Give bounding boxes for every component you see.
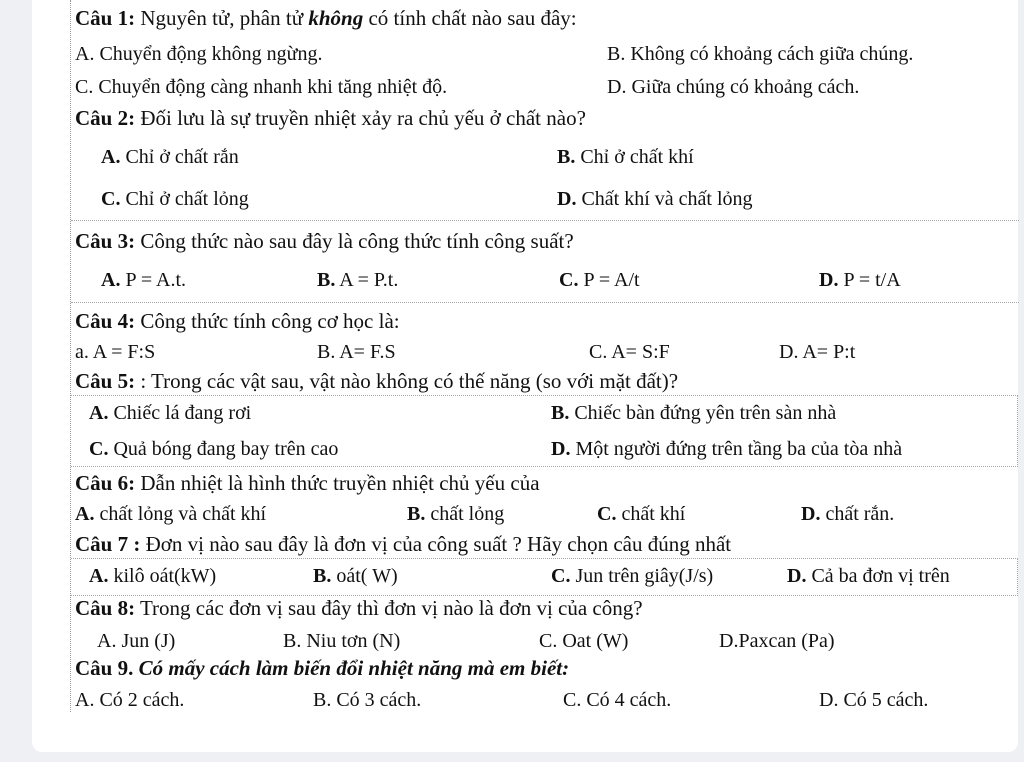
- option-2c[interactable]: C. Chỉ ở chất lỏng: [101, 188, 249, 210]
- option-1b[interactable]: B. Không có khoảng cách giữa chúng.: [607, 43, 914, 65]
- option-4b[interactable]: B. A= F.S: [317, 341, 396, 363]
- question-9: Câu 9. Có mấy cách làm biến đổi nhiệt năng mà em biết:: [75, 656, 570, 680]
- option-7b[interactable]: B. oát( W): [313, 565, 398, 587]
- option-3a[interactable]: A. P = A.t.: [101, 269, 187, 291]
- divider: [71, 220, 1019, 221]
- option-4a[interactable]: a. A = F:S: [75, 341, 156, 363]
- option-4d[interactable]: D. A= P:t: [779, 341, 856, 363]
- option-2d[interactable]: D. Chất khí và chất lỏng: [557, 188, 753, 210]
- option-1c[interactable]: C. Chuyển động càng nhanh khi tăng nhiệt độ.: [75, 76, 448, 98]
- option-4c[interactable]: C. A= S:F: [589, 341, 670, 363]
- option-5c[interactable]: C. Quả bóng đang bay trên cao: [89, 438, 339, 460]
- option-7a[interactable]: A. kilô oát(kW): [89, 565, 217, 587]
- option-6b[interactable]: B. chất lỏng: [407, 503, 505, 525]
- question-1-label: Câu 1:: [75, 6, 136, 30]
- question-5: Câu 5: : Trong các vật sau, vật nào không có thế năng (so với mặt đất)?: [75, 369, 679, 393]
- option-3b[interactable]: B. A = P.t.: [317, 269, 399, 291]
- option-7c[interactable]: C. Jun trên giây(J/s): [551, 565, 714, 587]
- option-6c[interactable]: C. chất khí: [597, 503, 686, 525]
- option-1d[interactable]: D. Giữa chúng có khoảng cách.: [607, 76, 860, 98]
- divider: [71, 302, 1019, 303]
- option-8c[interactable]: C. Oat (W): [539, 630, 629, 652]
- question-3: Câu 3: Công thức nào sau đây là công thức tính công suất?: [75, 229, 574, 253]
- question-8: Câu 8: Trong các đơn vị sau đây thì đơn vị nào là đơn vị của công?: [75, 596, 643, 620]
- option-1a[interactable]: A. Chuyển động không ngừng.: [75, 43, 323, 65]
- question-1-emphasis: không: [308, 6, 364, 30]
- quiz-document: [70, 0, 1019, 712]
- option-9a[interactable]: A. Có 2 cách.: [75, 689, 185, 711]
- option-2b[interactable]: B. Chỉ ở chất khí: [557, 146, 694, 168]
- option-9b[interactable]: B. Có 3 cách.: [313, 689, 422, 711]
- option-8d[interactable]: D.Paxcan (Pa): [719, 630, 835, 652]
- option-8b[interactable]: B. Niu tơn (N): [283, 630, 401, 652]
- option-7d[interactable]: D. Cả ba đơn vị trên: [787, 565, 950, 587]
- question-2: Câu 2: Đối lưu là sự truyền nhiệt xảy ra chủ yếu ở chất nào?: [75, 106, 586, 130]
- option-5a[interactable]: A. Chiếc lá đang rơi: [89, 402, 252, 424]
- option-9d[interactable]: D. Có 5 cách.: [819, 689, 929, 711]
- option-3c[interactable]: C. P = A/t: [559, 269, 640, 291]
- option-8a[interactable]: A. Jun (J): [97, 630, 176, 652]
- option-6d[interactable]: D. chất rắn.: [801, 503, 895, 525]
- option-9c[interactable]: C. Có 4 cách.: [563, 689, 672, 711]
- option-5d[interactable]: D. Một người đứng trên tầng ba của tòa nhà: [551, 438, 903, 460]
- option-5b[interactable]: B. Chiếc bàn đứng yên trên sàn nhà: [551, 402, 837, 424]
- option-3d[interactable]: D. P = t/A: [819, 269, 901, 291]
- question-4: Câu 4: Công thức tính công cơ học là:: [75, 309, 400, 333]
- question-1: Câu 1: Nguyên tử, phân tử không có tính chất nào sau đây:: [75, 6, 577, 30]
- question-6: Câu 6: Dẫn nhiệt là hình thức truyền nhiệt chủ yếu của: [75, 471, 540, 495]
- option-2a[interactable]: A. Chỉ ở chất rắn: [101, 146, 239, 168]
- question-7: Câu 7 : Đơn vị nào sau đây là đơn vị của công suất ? Hãy chọn câu đúng nhất: [75, 532, 732, 556]
- option-6a[interactable]: A. chất lỏng và chất khí: [75, 503, 267, 525]
